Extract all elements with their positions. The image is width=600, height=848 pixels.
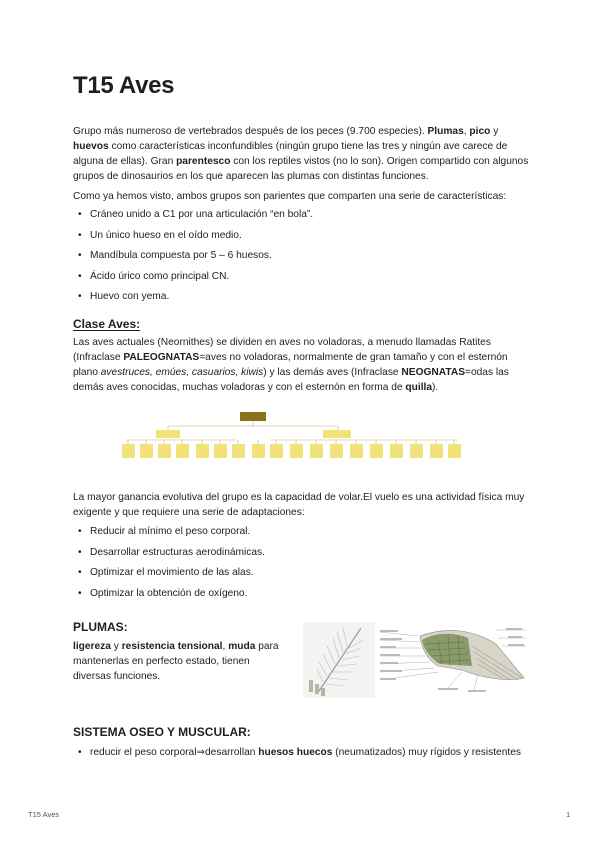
clase-aves-section	[73, 317, 531, 395]
plumas-section	[73, 620, 288, 684]
adaptations-list	[73, 522, 531, 604]
tree-leaf-node	[252, 444, 265, 458]
sistema-section	[73, 725, 531, 764]
tree-leaf-node	[350, 444, 363, 458]
tree-leaf-node	[214, 444, 227, 458]
tree-leaf-node	[232, 444, 245, 458]
page-number: 1	[566, 810, 571, 819]
phylogeny-diagram	[118, 410, 478, 472]
tree-leaf-node	[290, 444, 303, 458]
list-item: • Mandíbula compuesta por 5 – 6 huesos.	[90, 246, 531, 267]
intro-section	[73, 124, 531, 308]
plumas-heading: PLUMAS:	[73, 620, 128, 634]
shared-traits-list	[73, 205, 531, 308]
tree-leaf-node	[410, 444, 423, 458]
tree-clade-node	[323, 430, 351, 438]
vuelo-paragraph: La mayor ganancia evolutiva del grupo es la capacidad de volar.El vuelo es una actividad física muy exigente y que requiere una serie de adaptaciones:	[73, 492, 525, 518]
tree-root-node	[240, 412, 266, 421]
list-item: • Reducir al mínimo el peso corporal.	[90, 522, 531, 543]
list-item: • Cráneo unido a C1 por una articulación “en bola”.	[90, 205, 531, 226]
page-title: T15 Aves	[73, 72, 175, 99]
list-item: • reducir el peso corporal⇒desarrollan huesos huecos (neumatizados) muy rígidos y resistentes	[90, 743, 531, 764]
tree-leaf-node	[140, 444, 153, 458]
intro-paragraph: Grupo más numeroso de vertebrados después de los peces (9.700 especies). Plumas, pico y huevos como características inconfundibles (ningún grupo tiene las tres y ningún ave carece de alguna de ellas). Gran parentesco con los reptiles vistos (no lo son). Origen compartido con algunos grupos de dinosaurios en los que aparecen las plumas con distintas funciones.	[73, 126, 529, 182]
list-item: • Huevo con yema.	[90, 287, 531, 308]
tree-clade-node	[156, 430, 180, 438]
list-item: • Optimizar el movimiento de las alas.	[90, 563, 531, 584]
sistema-list	[73, 743, 531, 764]
tree-leaf-node	[430, 444, 443, 458]
tree-leaf-node	[370, 444, 383, 458]
tree-leaf-node	[330, 444, 343, 458]
tree-leaf-node	[390, 444, 403, 458]
wing-illustration	[378, 622, 528, 698]
list-item: • Desarrollar estructuras aerodinámicas.	[90, 543, 531, 564]
list-item: • Optimizar la obtención de oxígeno.	[90, 584, 531, 605]
footer-title: T15 Aves	[28, 810, 60, 819]
tree-leaf-node	[270, 444, 283, 458]
vuelo-section	[73, 490, 531, 604]
tree-leaf-node	[158, 444, 171, 458]
tree-leaf-node	[310, 444, 323, 458]
clase-aves-heading: Clase Aves:	[73, 317, 141, 331]
intro-paragraph-2: Como ya hemos visto, ambos grupos son parientes que comparten una serie de características:	[73, 191, 507, 202]
list-item: • Un único hueso en el oído medio.	[90, 226, 531, 247]
tree-leaf-node	[176, 444, 189, 458]
tree-leaf-node	[122, 444, 135, 458]
feather-illustration	[303, 622, 375, 698]
plumas-paragraph: ligereza y resistencia tensional, muda para mantenerlas en perfecto estado, tienen diversas funciones.	[73, 641, 279, 682]
tree-leaf-node	[196, 444, 209, 458]
tree-leaf-node	[448, 444, 461, 458]
clase-aves-paragraph: Las aves actuales (Neornithes) se dividen en aves no voladoras, a menudo llamadas Ratites (Infraclase PALEOGNATAS=aves no voladoras, normalmente de gran tamaño y con el esternón plano avestruces, emúes, casuarios, kiwis) y las demás aves (Infraclase NEOGNATAS=odas las demás aves conocidas, muchas voladoras y con el esternón en forma de quilla).	[73, 337, 509, 393]
sistema-heading: SISTEMA OSEO Y MUSCULAR:	[73, 725, 251, 739]
list-item: • Ácido úrico como principal CN.	[90, 267, 531, 288]
